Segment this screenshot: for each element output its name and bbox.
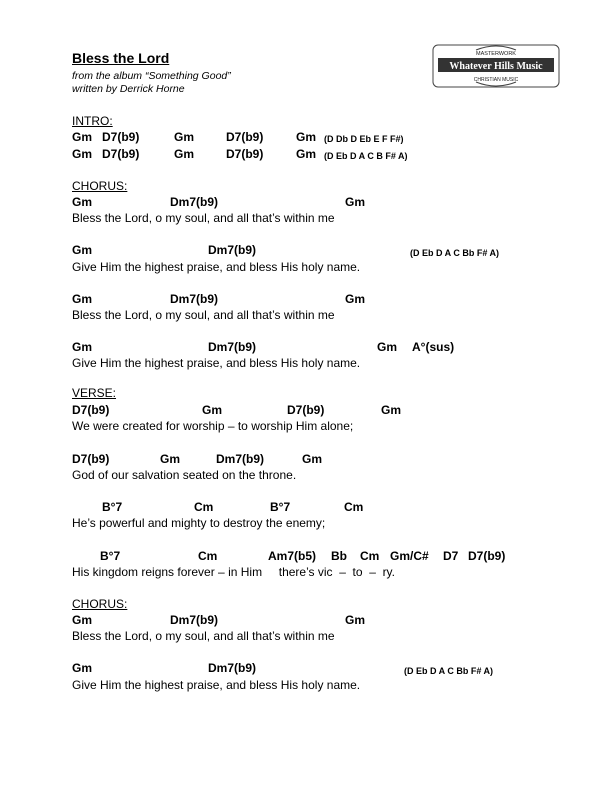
chord: B°7 [102, 500, 123, 514]
chord: Gm [345, 195, 366, 209]
chord: Gm [296, 147, 317, 161]
lyric-line: Give Him the highest praise, and bless His holy name. [72, 678, 361, 692]
chord: Dm7(b9) [170, 613, 219, 627]
note-run: (D Db D Eb E F F#) [324, 134, 404, 144]
chord: Gm [72, 340, 93, 354]
chord: B°7 [270, 500, 291, 514]
chord: Cm [344, 500, 364, 514]
chord: Dm7(b9) [216, 452, 265, 466]
logo-top-text: MASTERWORK [476, 51, 516, 57]
chord: D7 [443, 549, 459, 563]
chord: D7(b9) [468, 549, 506, 563]
lyric-line: Give Him the highest praise, and bless His holy name. [72, 356, 361, 370]
chorus-label: CHORUS: [72, 597, 128, 611]
publisher-logo [432, 44, 560, 88]
lyric-line: Bless the Lord, o my soul, and all that’s within me [72, 211, 335, 225]
intro-label: INTRO: [72, 114, 113, 128]
note-run: (D Eb D A C Bb F# A) [404, 666, 493, 676]
lyric-line: His kingdom reigns forever – in Him there’s vic – to – ry. [72, 565, 396, 579]
chord: Gm [174, 147, 195, 161]
lyric-line: Give Him the highest praise, and bless His holy name. [72, 260, 361, 274]
chord: D7(b9) [72, 452, 110, 466]
chord: Am7(b5) [268, 549, 317, 563]
chord: Gm [72, 292, 93, 306]
chord: Dm7(b9) [208, 340, 257, 354]
chord: Gm [72, 147, 93, 161]
chord: Gm [72, 130, 93, 144]
chord: Gm [72, 661, 93, 675]
chord: Dm7(b9) [208, 243, 257, 257]
chord: Gm [72, 243, 93, 257]
chord: Cm [198, 549, 218, 563]
chord: Gm [160, 452, 181, 466]
chord: D7(b9) [72, 403, 110, 417]
chord: Bb [331, 549, 347, 563]
chord: Gm [202, 403, 223, 417]
chord: A°(sus) [412, 340, 455, 354]
chord: D7(b9) [102, 147, 140, 161]
chord: Dm7(b9) [208, 661, 257, 675]
chord: Gm [174, 130, 195, 144]
lyric-line: God of our salvation seated on the throne. [72, 468, 297, 482]
lyric-line: Bless the Lord, o my soul, and all that’s within me [72, 629, 335, 643]
chord: Cm [360, 549, 380, 563]
chord: Gm [72, 613, 93, 627]
album-credit: from the album “Something Good” [72, 70, 231, 82]
song-title: Bless the Lord [72, 50, 170, 66]
logo-main-text: Whatever Hills Music [449, 61, 543, 72]
chorus-label: CHORUS: [72, 179, 128, 193]
lyric-line: Bless the Lord, o my soul, and all that’s within me [72, 308, 335, 322]
chord: Gm [345, 613, 366, 627]
chord: Gm [296, 130, 317, 144]
chord: Dm7(b9) [170, 292, 219, 306]
chord: D7(b9) [287, 403, 325, 417]
verse-label: VERSE: [72, 386, 117, 400]
chord: Cm [194, 500, 214, 514]
lyric-line: We were created for worship – to worship Him alone; [72, 419, 354, 433]
chord: D7(b9) [226, 147, 264, 161]
chord: Gm [345, 292, 366, 306]
logo-bottom-text: CHRISTIAN MUSIC [473, 77, 519, 83]
chord: D7(b9) [102, 130, 140, 144]
chord: B°7 [100, 549, 121, 563]
note-run: (D Eb D A C B F# A) [324, 151, 408, 161]
chord: Dm7(b9) [170, 195, 219, 209]
chord: Gm [377, 340, 398, 354]
chord: Gm [302, 452, 323, 466]
writer-credit: written by Derrick Horne [72, 83, 185, 95]
chord: Gm [72, 195, 93, 209]
lyric-line: He’s powerful and mighty to destroy the enemy; [72, 516, 326, 530]
chord: Gm [381, 403, 402, 417]
chord: Gm/C# [390, 549, 429, 563]
chord: D7(b9) [226, 130, 264, 144]
note-run: (D Eb D A C Bb F# A) [410, 248, 499, 258]
